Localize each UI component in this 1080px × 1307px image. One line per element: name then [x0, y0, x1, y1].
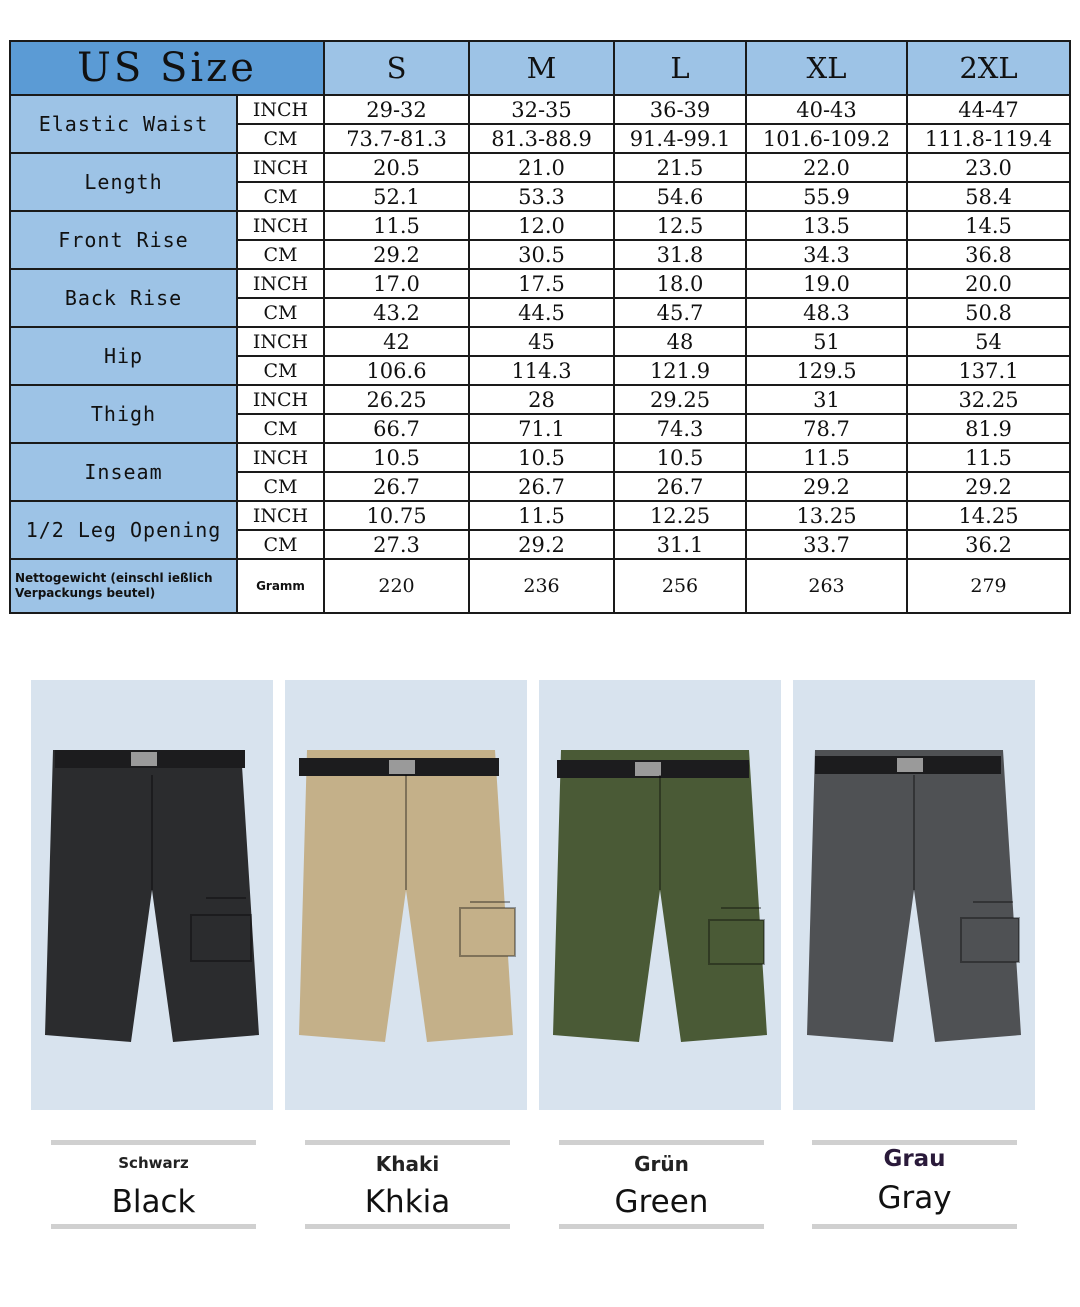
size-header: XL	[746, 41, 907, 95]
measurement-value: 36.2	[907, 530, 1070, 559]
measurement-value: 29.25	[614, 385, 746, 414]
measurement-row	[10, 95, 1070, 124]
measurement-value: 11.5	[324, 211, 469, 240]
unit-label: INCH	[237, 153, 324, 182]
measurement-value: 73.7-81.3	[324, 124, 469, 153]
weight-value: 236	[469, 559, 614, 613]
measurement-value: 81.9	[907, 414, 1070, 443]
measurement-value: 58.4	[907, 182, 1070, 211]
measurement-value: 11.5	[746, 443, 907, 472]
measurement-value: 101.6-109.2	[746, 124, 907, 153]
divider	[812, 1224, 1017, 1229]
divider	[305, 1224, 510, 1229]
product-card-gray[interactable]	[793, 680, 1035, 1110]
size-chart-table	[9, 40, 1071, 614]
measurement-value: 32-35	[469, 95, 614, 124]
measurement-label: Elastic Waist	[10, 95, 237, 153]
measurement-value: 55.9	[746, 182, 907, 211]
measurement-row	[10, 501, 1070, 530]
product-card-khaki[interactable]	[285, 680, 527, 1110]
measurement-value: 114.3	[469, 356, 614, 385]
weight-value: 279	[907, 559, 1070, 613]
measurement-value: 81.3-88.9	[469, 124, 614, 153]
measurement-value: 40-43	[746, 95, 907, 124]
color-name-german: Khaki	[375, 1152, 440, 1176]
measurement-value: 50.8	[907, 298, 1070, 327]
measurement-value: 21.5	[614, 153, 746, 182]
measurement-value: 20.5	[324, 153, 469, 182]
measurement-value: 45	[469, 327, 614, 356]
color-label-khaki	[305, 1140, 510, 1228]
size-table-body	[10, 95, 1070, 613]
measurement-row	[10, 153, 1070, 182]
measurement-value: 22.0	[746, 153, 907, 182]
measurement-value: 111.8-119.4	[907, 124, 1070, 153]
measurement-value: 52.1	[324, 182, 469, 211]
unit-label: CM	[237, 472, 324, 501]
shorts-image-green	[539, 680, 781, 1110]
measurement-value: 10.5	[614, 443, 746, 472]
unit-label: INCH	[237, 95, 324, 124]
unit-label: INCH	[237, 211, 324, 240]
measurement-value: 45.7	[614, 298, 746, 327]
weight-row	[10, 559, 1070, 613]
unit-label: CM	[237, 298, 324, 327]
measurement-value: 12.25	[614, 501, 746, 530]
measurement-value: 31.1	[614, 530, 746, 559]
divider	[812, 1140, 1017, 1145]
measurement-value: 28	[469, 385, 614, 414]
measurement-value: 29.2	[746, 472, 907, 501]
weight-value: 256	[614, 559, 746, 613]
measurement-value: 26.7	[324, 472, 469, 501]
size-header: L	[614, 41, 746, 95]
size-header: S	[324, 41, 469, 95]
weight-unit: Gramm	[237, 559, 324, 613]
measurement-row	[10, 327, 1070, 356]
divider	[51, 1224, 256, 1229]
measurement-value: 48	[614, 327, 746, 356]
measurement-value: 53.3	[469, 182, 614, 211]
measurement-value: 29.2	[469, 530, 614, 559]
measurement-value: 54	[907, 327, 1070, 356]
unit-label: CM	[237, 182, 324, 211]
measurement-value: 17.0	[324, 269, 469, 298]
measurement-value: 48.3	[746, 298, 907, 327]
measurement-value: 29.2	[907, 472, 1070, 501]
measurement-value: 31.8	[614, 240, 746, 269]
measurement-row	[10, 211, 1070, 240]
unit-label: INCH	[237, 269, 324, 298]
measurement-value: 17.5	[469, 269, 614, 298]
color-name-german: Schwarz	[118, 1154, 189, 1172]
weight-label: Nettogewicht (einschl ießlich Verpackungs beutel)	[10, 559, 237, 613]
unit-label: INCH	[237, 443, 324, 472]
size-header-row	[10, 41, 1070, 95]
color-name-german: Grau	[883, 1146, 946, 1172]
measurement-value: 29.2	[324, 240, 469, 269]
measurement-value: 10.75	[324, 501, 469, 530]
measurement-label: Thigh	[10, 385, 237, 443]
measurement-label: Length	[10, 153, 237, 211]
measurement-value: 44.5	[469, 298, 614, 327]
divider	[51, 1140, 256, 1145]
unit-label: INCH	[237, 501, 324, 530]
measurement-value: 129.5	[746, 356, 907, 385]
measurement-value: 26.7	[469, 472, 614, 501]
measurement-value: 26.25	[324, 385, 469, 414]
weight-value: 220	[324, 559, 469, 613]
color-name-english: Khkia	[364, 1184, 451, 1220]
weight-value: 263	[746, 559, 907, 613]
measurement-value: 51	[746, 327, 907, 356]
size-header: M	[469, 41, 614, 95]
measurement-value: 32.25	[907, 385, 1070, 414]
measurement-value: 13.25	[746, 501, 907, 530]
measurement-value: 11.5	[907, 443, 1070, 472]
measurement-row	[10, 443, 1070, 472]
measurement-value: 106.6	[324, 356, 469, 385]
unit-label: CM	[237, 240, 324, 269]
measurement-value: 71.1	[469, 414, 614, 443]
measurement-value: 44-47	[907, 95, 1070, 124]
measurement-value: 29-32	[324, 95, 469, 124]
shorts-image-khaki	[285, 680, 527, 1110]
divider	[559, 1224, 764, 1229]
measurement-value: 21.0	[469, 153, 614, 182]
measurement-value: 10.5	[469, 443, 614, 472]
measurement-value: 27.3	[324, 530, 469, 559]
measurement-value: 42	[324, 327, 469, 356]
measurement-value: 12.5	[614, 211, 746, 240]
color-name-english: Green	[614, 1184, 709, 1220]
measurement-value: 121.9	[614, 356, 746, 385]
measurement-row	[10, 385, 1070, 414]
size-header: 2XL	[907, 41, 1070, 95]
shorts-image-gray	[793, 680, 1035, 1110]
measurement-label: 1/2 Leg Opening	[10, 501, 237, 559]
measurement-value: 23.0	[907, 153, 1070, 182]
measurement-value: 36.8	[907, 240, 1070, 269]
measurement-value: 66.7	[324, 414, 469, 443]
measurement-label: Inseam	[10, 443, 237, 501]
measurement-value: 12.0	[469, 211, 614, 240]
color-label-black	[51, 1140, 256, 1228]
measurement-value: 78.7	[746, 414, 907, 443]
color-label-gray	[812, 1140, 1017, 1228]
color-label-green	[559, 1140, 764, 1228]
measurement-value: 30.5	[469, 240, 614, 269]
measurement-value: 26.7	[614, 472, 746, 501]
unit-label: INCH	[237, 327, 324, 356]
measurement-value: 54.6	[614, 182, 746, 211]
color-name-english: Gray	[877, 1180, 952, 1216]
measurement-label: Back Rise	[10, 269, 237, 327]
measurement-value: 13.5	[746, 211, 907, 240]
color-name-english: Black	[111, 1184, 196, 1220]
measurement-value: 74.3	[614, 414, 746, 443]
measurement-value: 10.5	[324, 443, 469, 472]
size-chart-title: US Size	[10, 41, 324, 95]
measurement-row	[10, 269, 1070, 298]
measurement-value: 43.2	[324, 298, 469, 327]
measurement-value: 14.5	[907, 211, 1070, 240]
shorts-image-black	[31, 680, 273, 1110]
unit-label: CM	[237, 356, 324, 385]
measurement-value: 11.5	[469, 501, 614, 530]
measurement-value: 18.0	[614, 269, 746, 298]
divider	[305, 1140, 510, 1145]
measurement-value: 31	[746, 385, 907, 414]
measurement-value: 91.4-99.1	[614, 124, 746, 153]
unit-label: CM	[237, 530, 324, 559]
measurement-value: 19.0	[746, 269, 907, 298]
color-name-german: Grün	[634, 1152, 689, 1176]
measurement-value: 36-39	[614, 95, 746, 124]
measurement-value: 14.25	[907, 501, 1070, 530]
measurement-value: 20.0	[907, 269, 1070, 298]
unit-label: INCH	[237, 385, 324, 414]
measurement-label: Hip	[10, 327, 237, 385]
measurement-value: 137.1	[907, 356, 1070, 385]
divider	[559, 1140, 764, 1145]
product-card-green[interactable]	[539, 680, 781, 1110]
measurement-value: 33.7	[746, 530, 907, 559]
unit-label: CM	[237, 414, 324, 443]
product-card-black[interactable]	[31, 680, 273, 1110]
unit-label: CM	[237, 124, 324, 153]
measurement-value: 34.3	[746, 240, 907, 269]
measurement-label: Front Rise	[10, 211, 237, 269]
